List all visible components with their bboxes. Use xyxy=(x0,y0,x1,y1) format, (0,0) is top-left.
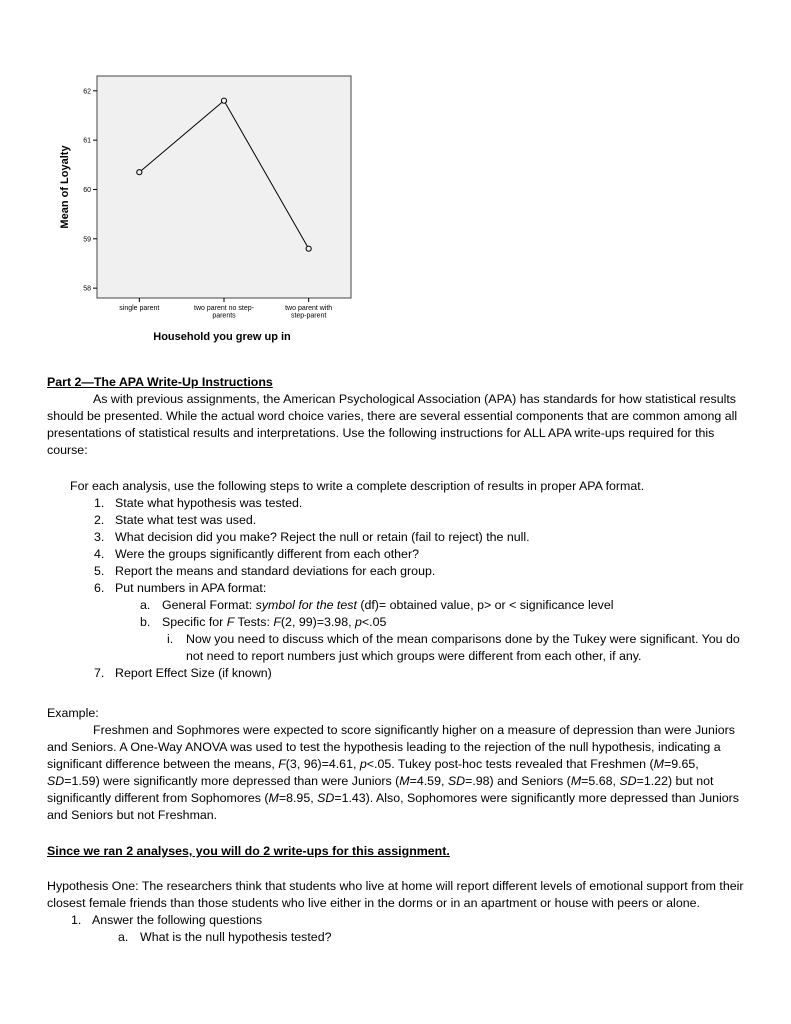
plot-area xyxy=(97,76,351,298)
part2-intro: As with previous assignments, the American Psychological Association (APA) has standards for how statistical results should be presented. While the actual word choice varies, there are several essential components that are common among all presentations of statistical results and interpretations. Use the following instructions for ALL APA write-ups required for this course: xyxy=(47,392,738,457)
question-sub-label: a. xyxy=(118,930,129,944)
step-number: 4. xyxy=(94,547,105,561)
y-tick-label: 60 xyxy=(83,186,91,194)
sub-b-italic: F xyxy=(226,615,235,629)
data-point xyxy=(221,98,226,103)
step-item xyxy=(47,512,747,529)
hypothesis-one-section xyxy=(47,878,747,946)
sub-item-a xyxy=(47,597,747,614)
step-item xyxy=(47,563,747,580)
steps-section xyxy=(47,478,747,682)
y-tick-label: 58 xyxy=(83,285,91,293)
sub-b-text: Tests: xyxy=(234,615,274,629)
step-number: 3. xyxy=(94,530,105,544)
sub-b-text: <.05 xyxy=(361,615,387,629)
step-text: Were the groups significantly different from each other? xyxy=(115,547,419,561)
step-item xyxy=(47,580,747,597)
step-text: Report Effect Size (if known) xyxy=(115,666,272,680)
x-axis xyxy=(119,298,332,320)
step-number: 6. xyxy=(94,581,105,595)
sub-i-text: Now you need to discuss which of the mean comparisons done by the Tukey were significant. You do not need to report numbers just which groups were different from each other, if any. xyxy=(186,632,740,663)
sub-a-text: General Format: xyxy=(162,598,256,612)
step-item xyxy=(47,495,747,512)
sub-label: b. xyxy=(140,615,151,629)
since-heading: Since we ran 2 analyses, you will do 2 write-ups for this assignment. xyxy=(47,844,450,858)
sub-label: a. xyxy=(140,598,151,612)
y-axis xyxy=(83,88,97,292)
sub-b-text: Specific for xyxy=(162,615,227,629)
data-point xyxy=(306,246,311,251)
sub-b-italic: p xyxy=(354,615,362,629)
loyalty-line-chart xyxy=(0,0,791,360)
steps-intro: For each analysis, use the following steps to write a complete description of results in proper APA format. xyxy=(70,479,645,493)
question-sub-text: What is the null hypothesis tested? xyxy=(140,930,332,944)
since-note xyxy=(47,843,747,860)
step-text: State what hypothesis was tested. xyxy=(115,496,303,510)
y-axis-label: Mean of Loyalty xyxy=(59,145,71,229)
example-section xyxy=(47,705,747,824)
sub-item-i xyxy=(47,631,741,665)
y-tick-label: 62 xyxy=(83,88,91,96)
question-item xyxy=(47,912,747,929)
step-number: 1. xyxy=(94,496,105,510)
question-number: 1. xyxy=(71,913,82,927)
step-text: What decision did you make? Reject the null or retain (fail to reject) the null. xyxy=(115,530,530,544)
question-sub-item xyxy=(47,929,747,946)
step-item xyxy=(47,546,747,563)
y-tick-label: 59 xyxy=(83,236,91,244)
sub-b-italic: F xyxy=(273,615,281,629)
sub-a-italic: symbol for the test xyxy=(255,598,357,612)
x-tick-label: two parent no step-parents xyxy=(194,305,254,320)
step-item xyxy=(47,665,747,682)
sub-a-text-2: (df)= obtained value, p> or < significance level xyxy=(356,598,614,612)
part2-section xyxy=(47,374,747,459)
hypothesis-one-text: Hypothesis One: The researchers think that students who live at home will report different levels of emotional support from their closest female friends than those students who live either in the dorms or in an apartment or house with peers or alone. xyxy=(47,879,744,910)
step-number: 5. xyxy=(94,564,105,578)
x-axis-label: Household you grew up in xyxy=(153,331,291,343)
example-paragraph: Freshmen and Sophmores were expected to score significantly higher on a measure of depression than were Juniors and Seniors. A One-Way ANOVA was used to test the hypothesis leading to the rejection of the null hypothesis, indicating a significant difference between the means, F(3, 96)=4.61, p<.05. Tukey post-hoc tests revealed that Freshmen (M=9.65, SD=1.59) were significantly more depressed than were Juniors (M=4.59, SD=.98) and Seniors (M=5.68, SD=1.22) but not significantly different from Sophomores (M=8.95, SD=1.43). Also, Sophomores were significantly more depressed than Juniors and Seniors but not Freshman. xyxy=(47,723,739,822)
step-text: Report the means and standard deviations for each group. xyxy=(115,564,436,578)
sub-label: i. xyxy=(167,632,174,646)
step-number: 7. xyxy=(94,666,105,680)
x-tick-label: single parent xyxy=(119,305,160,312)
y-tick-label: 61 xyxy=(83,137,91,145)
sub-item-b xyxy=(47,614,747,631)
question-text: Answer the following questions xyxy=(92,913,263,927)
step-item xyxy=(47,529,747,546)
step-text: State what test was used. xyxy=(115,513,257,527)
example-label: Example: xyxy=(47,706,99,720)
data-point xyxy=(137,170,142,175)
part2-heading: Part 2—The APA Write-Up Instructions xyxy=(47,375,273,389)
step-number: 2. xyxy=(94,513,105,527)
x-tick-label: two parent with step-parent xyxy=(285,305,333,320)
step-text: Put numbers in APA format: xyxy=(115,581,267,595)
sub-b-text: (2, 99)=3.98, xyxy=(280,615,355,629)
